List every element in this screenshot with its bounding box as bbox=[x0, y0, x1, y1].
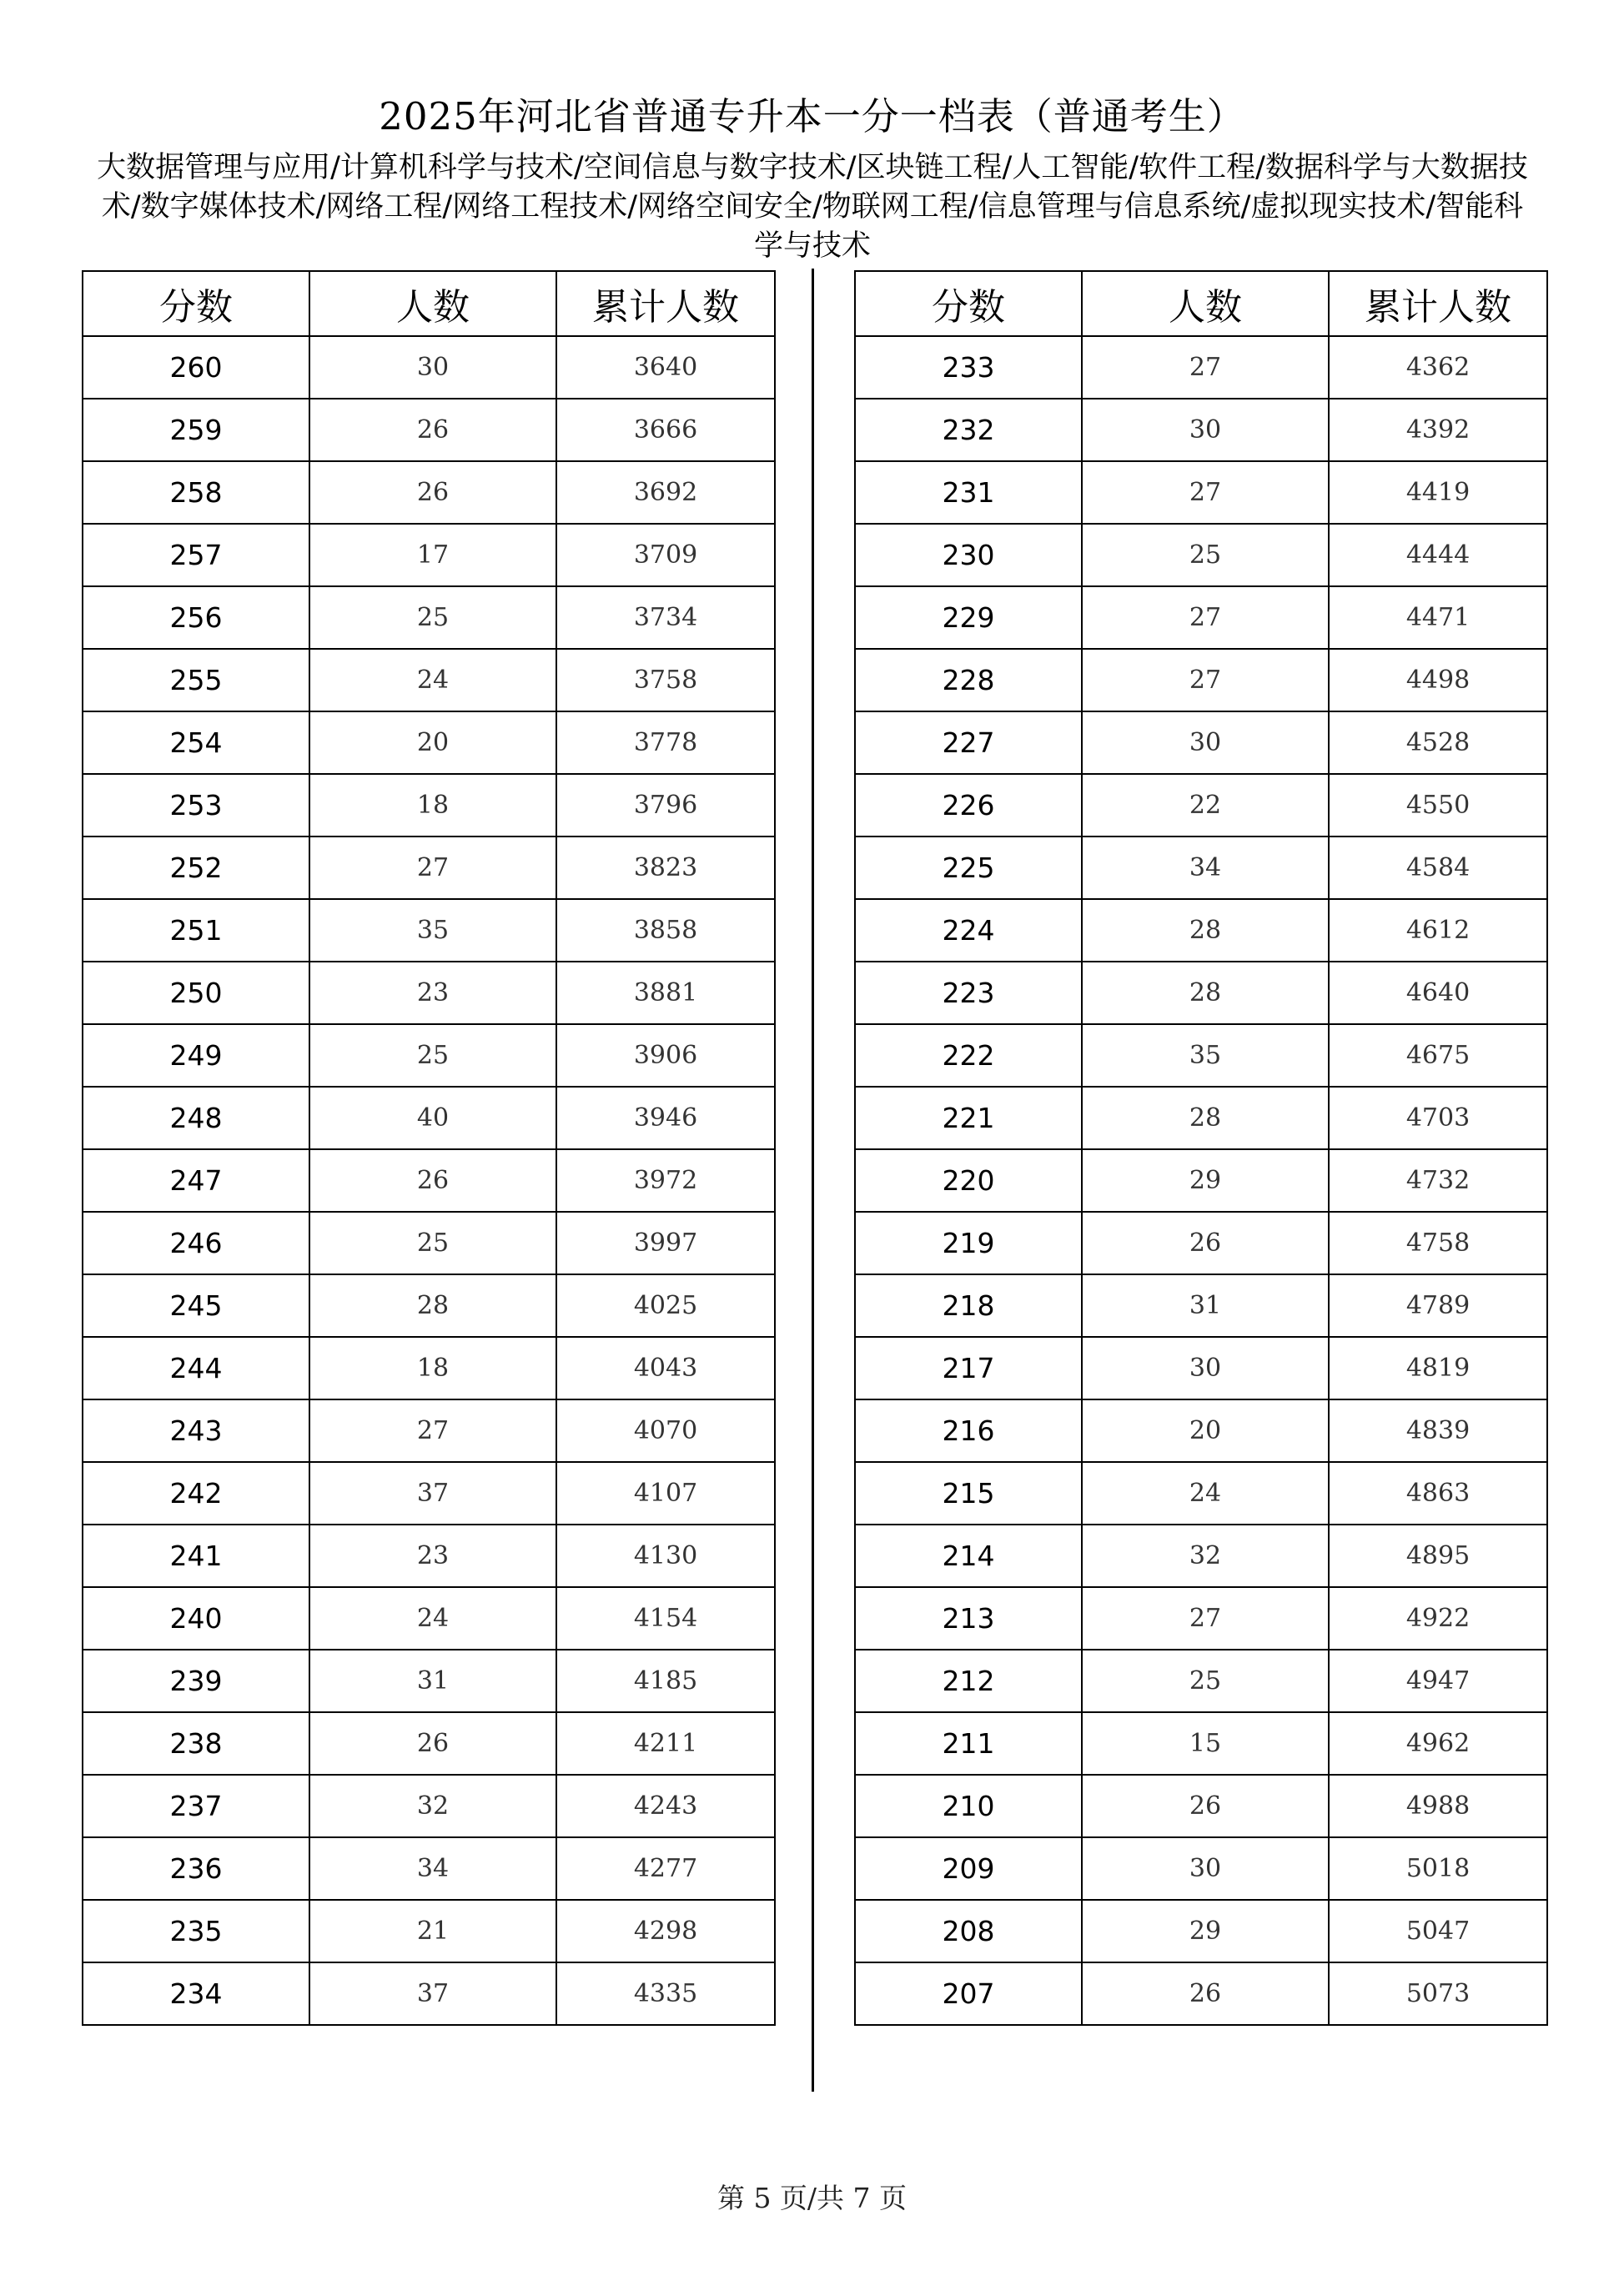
cumulative-cell: 3778 bbox=[556, 711, 775, 774]
table-row bbox=[83, 1712, 775, 1775]
cumulative-cell: 3709 bbox=[556, 524, 775, 586]
table-row bbox=[83, 899, 775, 962]
count-cell: 25 bbox=[309, 586, 556, 649]
score-cell: 227 bbox=[855, 711, 1082, 774]
table-row bbox=[855, 1024, 1547, 1087]
table-row bbox=[83, 524, 775, 586]
cumulative-cell: 4988 bbox=[1329, 1775, 1547, 1837]
score-cell: 209 bbox=[855, 1837, 1082, 1900]
score-cell: 240 bbox=[83, 1587, 309, 1650]
header-count: 人数 bbox=[309, 271, 556, 336]
cumulative-cell: 4043 bbox=[556, 1337, 775, 1399]
score-cell: 241 bbox=[83, 1525, 309, 1587]
count-cell: 27 bbox=[1082, 649, 1329, 711]
score-table-right bbox=[854, 270, 1548, 2026]
count-cell: 26 bbox=[309, 399, 556, 461]
cumulative-cell: 4362 bbox=[1329, 336, 1547, 399]
score-cell: 245 bbox=[83, 1274, 309, 1337]
score-cell: 259 bbox=[83, 399, 309, 461]
score-cell: 254 bbox=[83, 711, 309, 774]
cumulative-cell: 4335 bbox=[556, 1962, 775, 2025]
cumulative-cell: 4154 bbox=[556, 1587, 775, 1650]
cumulative-cell: 4498 bbox=[1329, 649, 1547, 711]
count-cell: 35 bbox=[309, 899, 556, 962]
cumulative-cell: 4789 bbox=[1329, 1274, 1547, 1337]
table-row bbox=[83, 837, 775, 899]
table-row bbox=[83, 461, 775, 524]
table-row bbox=[83, 399, 775, 461]
table-row bbox=[855, 1399, 1547, 1462]
cumulative-cell: 4839 bbox=[1329, 1399, 1547, 1462]
count-cell: 20 bbox=[1082, 1399, 1329, 1462]
score-cell: 252 bbox=[83, 837, 309, 899]
table-row bbox=[855, 461, 1547, 524]
cumulative-cell: 4640 bbox=[1329, 962, 1547, 1024]
count-cell: 25 bbox=[1082, 524, 1329, 586]
count-cell: 27 bbox=[1082, 336, 1329, 399]
score-cell: 242 bbox=[83, 1462, 309, 1525]
cumulative-cell: 3666 bbox=[556, 399, 775, 461]
score-cell: 231 bbox=[855, 461, 1082, 524]
cumulative-cell: 4612 bbox=[1329, 899, 1547, 962]
count-cell: 28 bbox=[1082, 1087, 1329, 1149]
count-cell: 27 bbox=[1082, 1587, 1329, 1650]
cumulative-cell: 5018 bbox=[1329, 1837, 1547, 1900]
table-row bbox=[855, 1087, 1547, 1149]
count-cell: 31 bbox=[309, 1650, 556, 1712]
score-cell: 218 bbox=[855, 1274, 1082, 1337]
score-cell: 217 bbox=[855, 1337, 1082, 1399]
cumulative-cell: 4947 bbox=[1329, 1650, 1547, 1712]
cumulative-cell: 4419 bbox=[1329, 461, 1547, 524]
table-row bbox=[83, 1837, 775, 1900]
table-row bbox=[83, 1399, 775, 1462]
score-cell: 247 bbox=[83, 1149, 309, 1212]
count-cell: 28 bbox=[1082, 962, 1329, 1024]
table-row bbox=[83, 1337, 775, 1399]
score-cell: 250 bbox=[83, 962, 309, 1024]
header-cumulative: 累计人数 bbox=[1329, 271, 1547, 336]
count-cell: 35 bbox=[1082, 1024, 1329, 1087]
score-cell: 233 bbox=[855, 336, 1082, 399]
score-cell: 224 bbox=[855, 899, 1082, 962]
table-row bbox=[855, 1650, 1547, 1712]
count-cell: 26 bbox=[1082, 1962, 1329, 2025]
cumulative-cell: 4392 bbox=[1329, 399, 1547, 461]
cumulative-cell: 3997 bbox=[556, 1212, 775, 1274]
table-row bbox=[855, 1212, 1547, 1274]
score-cell: 211 bbox=[855, 1712, 1082, 1775]
cumulative-cell: 4758 bbox=[1329, 1212, 1547, 1274]
column-divider bbox=[812, 269, 814, 2092]
count-cell: 23 bbox=[309, 1525, 556, 1587]
score-cell: 228 bbox=[855, 649, 1082, 711]
score-cell: 208 bbox=[855, 1900, 1082, 1962]
cumulative-cell: 4584 bbox=[1329, 837, 1547, 899]
table-row bbox=[83, 1274, 775, 1337]
table-row bbox=[855, 837, 1547, 899]
count-cell: 20 bbox=[309, 711, 556, 774]
score-cell: 225 bbox=[855, 837, 1082, 899]
score-cell: 223 bbox=[855, 962, 1082, 1024]
score-cell: 212 bbox=[855, 1650, 1082, 1712]
count-cell: 22 bbox=[1082, 774, 1329, 837]
count-cell: 27 bbox=[309, 837, 556, 899]
count-cell: 27 bbox=[1082, 461, 1329, 524]
cumulative-cell: 3796 bbox=[556, 774, 775, 837]
table-row bbox=[855, 1712, 1547, 1775]
cumulative-cell: 4550 bbox=[1329, 774, 1547, 837]
count-cell: 32 bbox=[1082, 1525, 1329, 1587]
table-row bbox=[855, 1462, 1547, 1525]
score-table-left bbox=[82, 270, 776, 2026]
cumulative-cell: 4130 bbox=[556, 1525, 775, 1587]
score-cell: 230 bbox=[855, 524, 1082, 586]
score-cell: 237 bbox=[83, 1775, 309, 1837]
cumulative-cell: 4863 bbox=[1329, 1462, 1547, 1525]
table-row bbox=[855, 336, 1547, 399]
count-cell: 25 bbox=[309, 1212, 556, 1274]
score-cell: 221 bbox=[855, 1087, 1082, 1149]
score-cell: 249 bbox=[83, 1024, 309, 1087]
table-row bbox=[855, 399, 1547, 461]
score-cell: 255 bbox=[83, 649, 309, 711]
count-cell: 30 bbox=[1082, 1337, 1329, 1399]
cumulative-cell: 5047 bbox=[1329, 1900, 1547, 1962]
header-cumulative: 累计人数 bbox=[556, 271, 775, 336]
header-score: 分数 bbox=[855, 271, 1082, 336]
cumulative-cell: 4471 bbox=[1329, 586, 1547, 649]
count-cell: 30 bbox=[1082, 399, 1329, 461]
count-cell: 23 bbox=[309, 962, 556, 1024]
score-cell: 214 bbox=[855, 1525, 1082, 1587]
score-cell: 222 bbox=[855, 1024, 1082, 1087]
score-cell: 219 bbox=[855, 1212, 1082, 1274]
count-cell: 30 bbox=[309, 336, 556, 399]
table-row bbox=[855, 1274, 1547, 1337]
table-row bbox=[855, 1900, 1547, 1962]
count-cell: 26 bbox=[1082, 1775, 1329, 1837]
cumulative-cell: 4107 bbox=[556, 1462, 775, 1525]
table-row bbox=[83, 1149, 775, 1212]
count-cell: 17 bbox=[309, 524, 556, 586]
cumulative-cell: 4675 bbox=[1329, 1024, 1547, 1087]
table-row bbox=[855, 1587, 1547, 1650]
table-row bbox=[855, 1962, 1547, 2025]
cumulative-cell: 4895 bbox=[1329, 1525, 1547, 1587]
table-row bbox=[83, 586, 775, 649]
table-row bbox=[83, 336, 775, 399]
cumulative-cell: 4211 bbox=[556, 1712, 775, 1775]
score-cell: 260 bbox=[83, 336, 309, 399]
count-cell: 15 bbox=[1082, 1712, 1329, 1775]
cumulative-cell: 4185 bbox=[556, 1650, 775, 1712]
table-row bbox=[83, 1087, 775, 1149]
score-cell: 238 bbox=[83, 1712, 309, 1775]
cumulative-cell: 3881 bbox=[556, 962, 775, 1024]
header-score: 分数 bbox=[83, 271, 309, 336]
count-cell: 26 bbox=[1082, 1212, 1329, 1274]
table-row bbox=[83, 1024, 775, 1087]
count-cell: 28 bbox=[309, 1274, 556, 1337]
table-row bbox=[855, 1775, 1547, 1837]
count-cell: 30 bbox=[1082, 1837, 1329, 1900]
cumulative-cell: 4277 bbox=[556, 1837, 775, 1900]
table-row bbox=[855, 774, 1547, 837]
cumulative-cell: 4298 bbox=[556, 1900, 775, 1962]
score-cell: 244 bbox=[83, 1337, 309, 1399]
score-cell: 257 bbox=[83, 524, 309, 586]
score-cell: 232 bbox=[855, 399, 1082, 461]
table-row bbox=[855, 586, 1547, 649]
score-cell: 215 bbox=[855, 1462, 1082, 1525]
table-row bbox=[83, 1587, 775, 1650]
score-cell: 256 bbox=[83, 586, 309, 649]
cumulative-cell: 3858 bbox=[556, 899, 775, 962]
page-footer: 第 5 页/共 7 页 bbox=[716, 2182, 908, 2214]
count-cell: 26 bbox=[309, 1149, 556, 1212]
cumulative-cell: 4732 bbox=[1329, 1149, 1547, 1212]
cumulative-cell: 5073 bbox=[1329, 1962, 1547, 2025]
count-cell: 18 bbox=[309, 774, 556, 837]
table-row bbox=[83, 1900, 775, 1962]
table-row bbox=[83, 711, 775, 774]
page-title: 2025年河北省普通专升本一分一档表（普通考生） bbox=[379, 94, 1245, 138]
score-cell: 236 bbox=[83, 1837, 309, 1900]
table-row bbox=[83, 1775, 775, 1837]
cumulative-cell: 4070 bbox=[556, 1399, 775, 1462]
cumulative-cell: 3640 bbox=[556, 336, 775, 399]
cumulative-cell: 4528 bbox=[1329, 711, 1547, 774]
cumulative-cell: 3692 bbox=[556, 461, 775, 524]
count-cell: 40 bbox=[309, 1087, 556, 1149]
score-cell: 234 bbox=[83, 1962, 309, 2025]
table-row bbox=[855, 962, 1547, 1024]
count-cell: 32 bbox=[309, 1775, 556, 1837]
count-cell: 28 bbox=[1082, 899, 1329, 962]
table-row bbox=[83, 1525, 775, 1587]
cumulative-cell: 3972 bbox=[556, 1149, 775, 1212]
count-cell: 27 bbox=[309, 1399, 556, 1462]
count-cell: 31 bbox=[1082, 1274, 1329, 1337]
table-row bbox=[83, 649, 775, 711]
score-cell: 226 bbox=[855, 774, 1082, 837]
count-cell: 25 bbox=[1082, 1650, 1329, 1712]
score-cell: 229 bbox=[855, 586, 1082, 649]
cumulative-cell: 3823 bbox=[556, 837, 775, 899]
table-row bbox=[855, 711, 1547, 774]
count-cell: 26 bbox=[309, 461, 556, 524]
header-count: 人数 bbox=[1082, 271, 1329, 336]
table-row bbox=[83, 1650, 775, 1712]
table-row bbox=[855, 1337, 1547, 1399]
score-cell: 239 bbox=[83, 1650, 309, 1712]
score-cell: 207 bbox=[855, 1962, 1082, 2025]
table-row bbox=[855, 524, 1547, 586]
score-cell: 220 bbox=[855, 1149, 1082, 1212]
score-cell: 253 bbox=[83, 774, 309, 837]
count-cell: 34 bbox=[1082, 837, 1329, 899]
score-cell: 248 bbox=[83, 1087, 309, 1149]
table-row bbox=[855, 649, 1547, 711]
cumulative-cell: 4962 bbox=[1329, 1712, 1547, 1775]
score-cell: 251 bbox=[83, 899, 309, 962]
count-cell: 26 bbox=[309, 1712, 556, 1775]
cumulative-cell: 4922 bbox=[1329, 1587, 1547, 1650]
table-row bbox=[83, 1962, 775, 2025]
count-cell: 18 bbox=[309, 1337, 556, 1399]
table-header-row bbox=[855, 271, 1547, 336]
count-cell: 37 bbox=[309, 1962, 556, 2025]
count-cell: 29 bbox=[1082, 1900, 1329, 1962]
cumulative-cell: 3946 bbox=[556, 1087, 775, 1149]
cumulative-cell: 4444 bbox=[1329, 524, 1547, 586]
score-cell: 246 bbox=[83, 1212, 309, 1274]
count-cell: 24 bbox=[309, 649, 556, 711]
count-cell: 24 bbox=[309, 1587, 556, 1650]
score-cell: 216 bbox=[855, 1399, 1082, 1462]
count-cell: 37 bbox=[309, 1462, 556, 1525]
score-cell: 258 bbox=[83, 461, 309, 524]
count-cell: 27 bbox=[1082, 586, 1329, 649]
score-cell: 243 bbox=[83, 1399, 309, 1462]
count-cell: 29 bbox=[1082, 1149, 1329, 1212]
table-header-row bbox=[83, 271, 775, 336]
table-row bbox=[83, 774, 775, 837]
table-row bbox=[83, 1212, 775, 1274]
table-row bbox=[855, 1525, 1547, 1587]
count-cell: 21 bbox=[309, 1900, 556, 1962]
cumulative-cell: 4703 bbox=[1329, 1087, 1547, 1149]
table-row bbox=[83, 1462, 775, 1525]
table-row bbox=[855, 899, 1547, 962]
score-cell: 210 bbox=[855, 1775, 1082, 1837]
cumulative-cell: 4243 bbox=[556, 1775, 775, 1837]
cumulative-cell: 3758 bbox=[556, 649, 775, 711]
cumulative-cell: 3734 bbox=[556, 586, 775, 649]
cumulative-cell: 4025 bbox=[556, 1274, 775, 1337]
table-row bbox=[855, 1837, 1547, 1900]
cumulative-cell: 3906 bbox=[556, 1024, 775, 1087]
cumulative-cell: 4819 bbox=[1329, 1337, 1547, 1399]
table-row bbox=[855, 1149, 1547, 1212]
score-cell: 235 bbox=[83, 1900, 309, 1962]
count-cell: 34 bbox=[309, 1837, 556, 1900]
majors-subtitle: 大数据管理与应用/计算机科学与技术/空间信息与数字技术/区块链工程/人工智能/软件工程/数据科学与大数据技术/数字媒体技术/网络工程/网络工程技术/网络空间安全/物联网工程/信息管理与信息系统/虚拟现实技术/智能科学与技术 bbox=[97, 151, 1528, 263]
count-cell: 24 bbox=[1082, 1462, 1329, 1525]
count-cell: 25 bbox=[309, 1024, 556, 1087]
table-row bbox=[83, 962, 775, 1024]
count-cell: 30 bbox=[1082, 711, 1329, 774]
score-cell: 213 bbox=[855, 1587, 1082, 1650]
